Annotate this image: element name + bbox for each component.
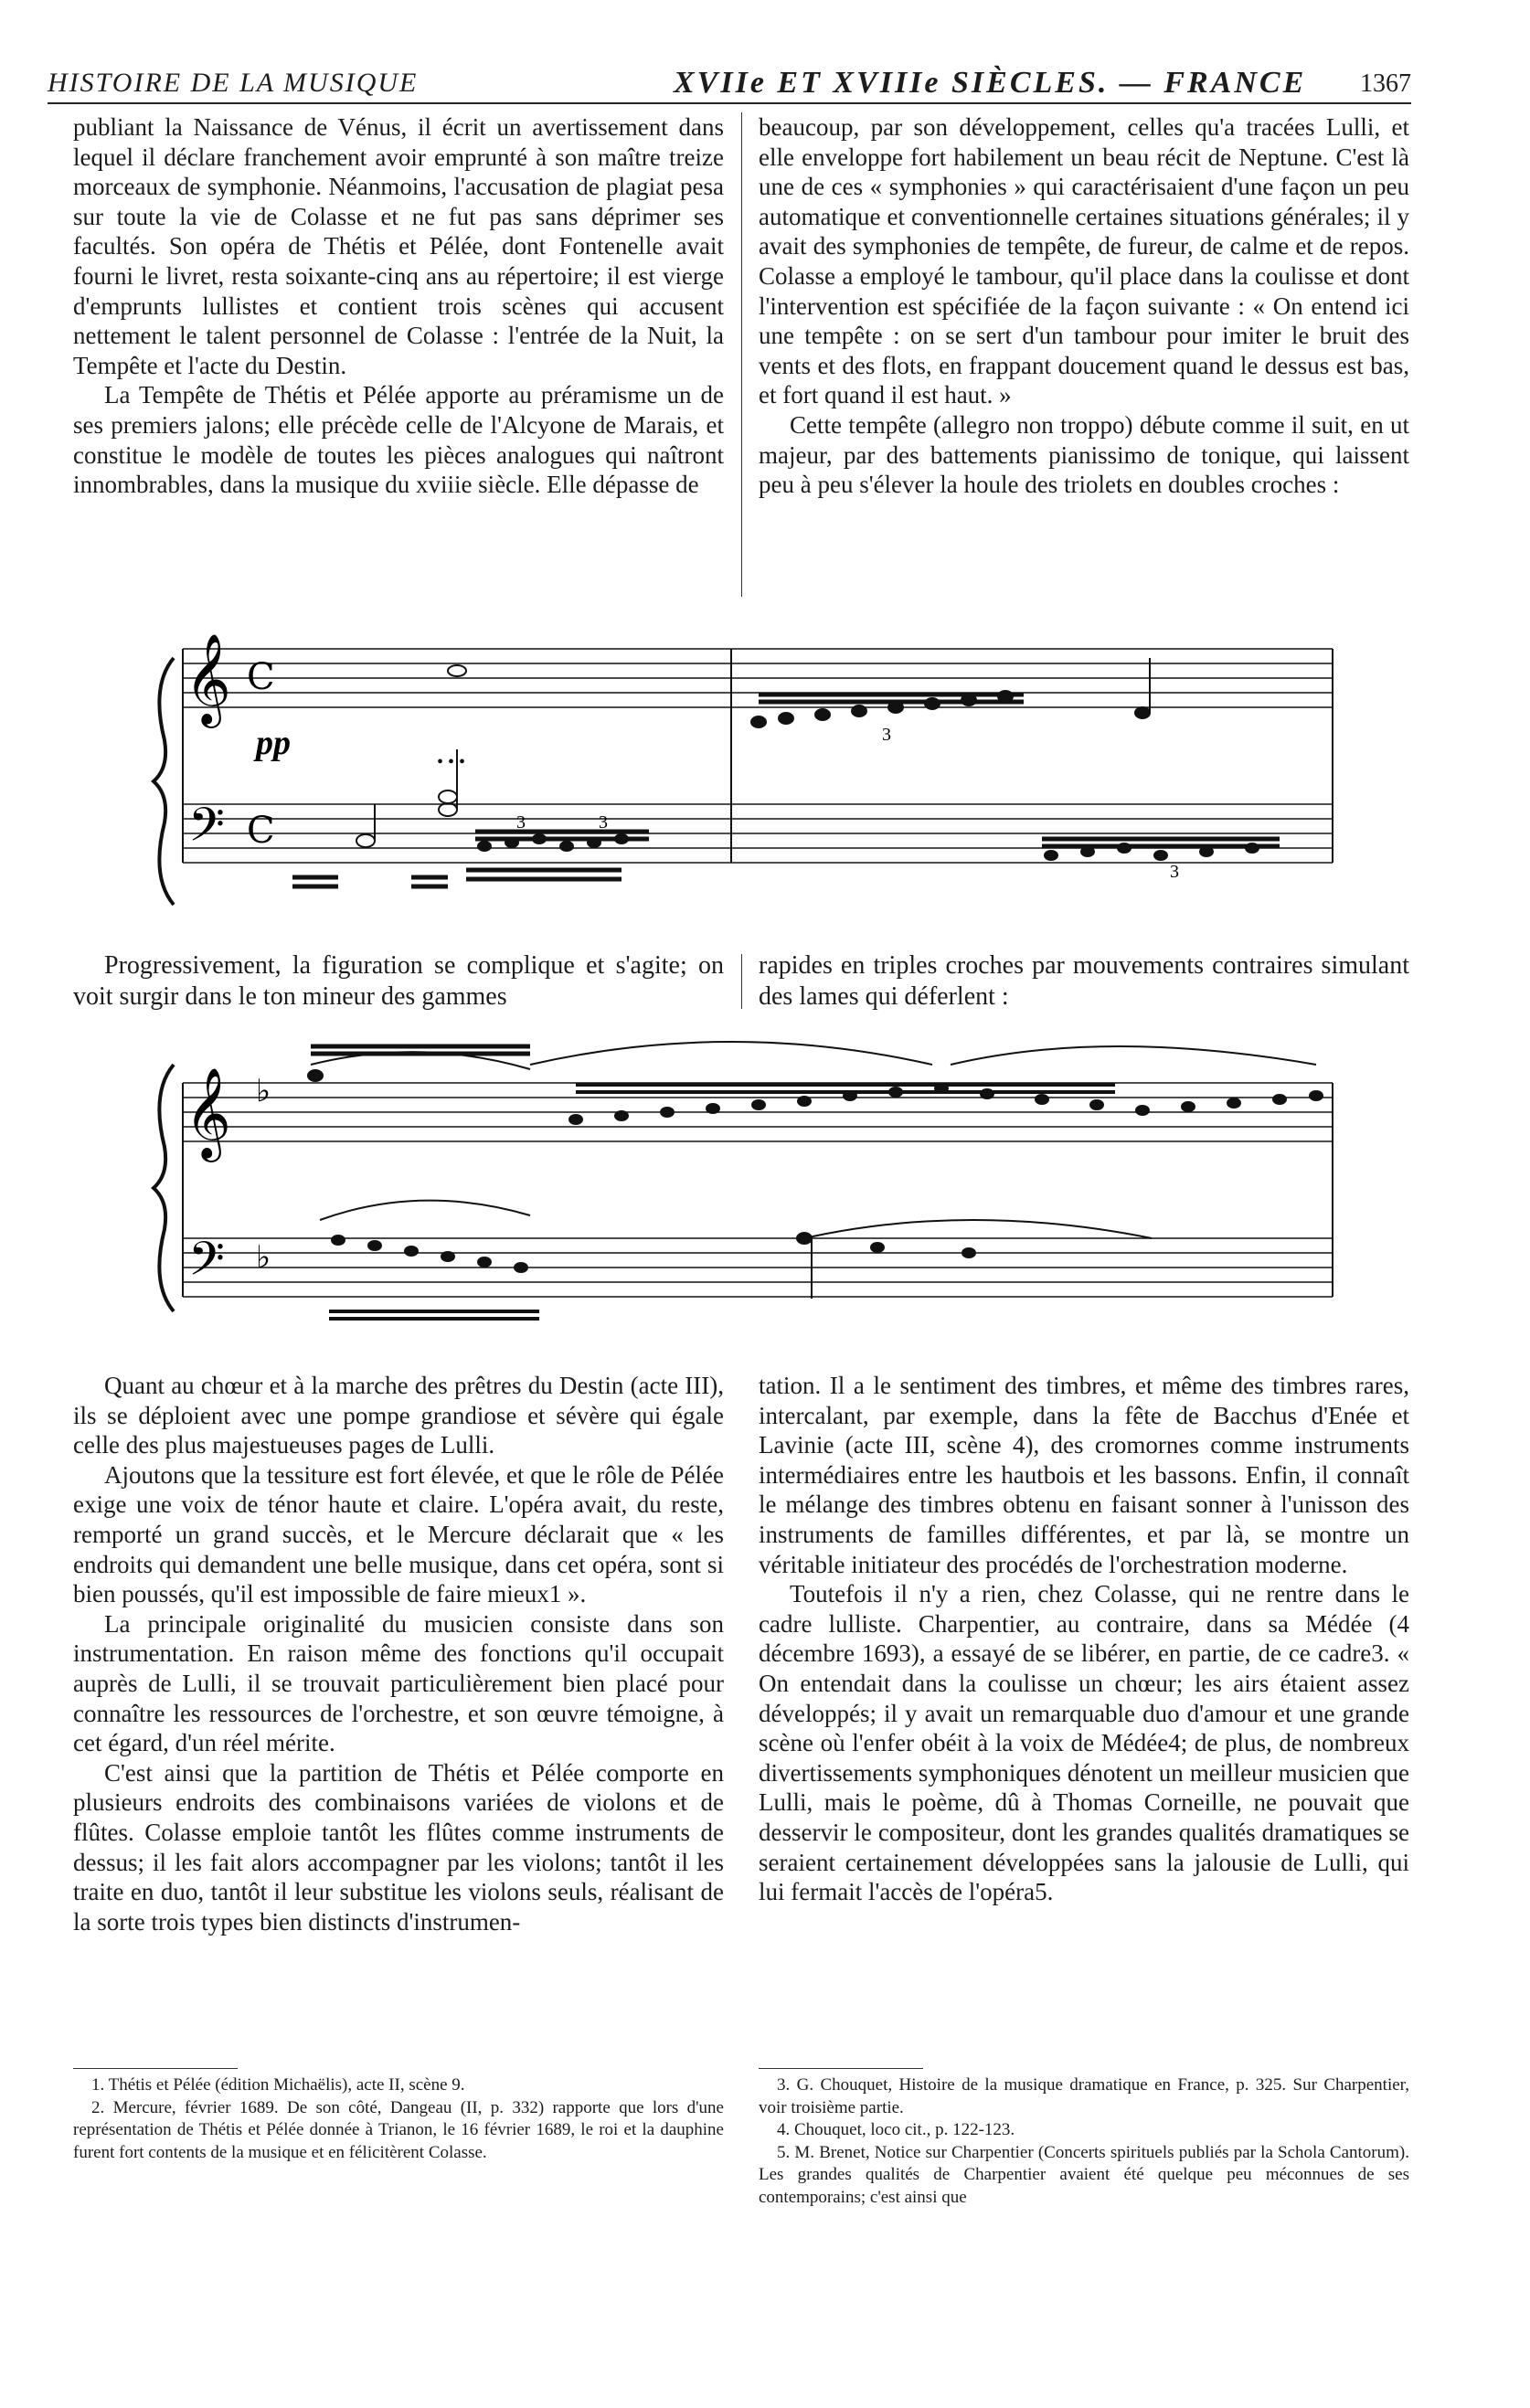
header-section: XVIIe ET XVIIIe SIÈCLES. — FRANCE [674, 66, 1307, 100]
music-score-1 [146, 631, 1334, 932]
bass-clef-icon: 𝄢 [188, 1231, 225, 1298]
time-signature: C [247, 656, 275, 698]
page-number: 1367 [1360, 69, 1411, 98]
brace [154, 658, 174, 905]
footnotes-right [759, 2074, 1409, 2209]
bass-staff [183, 1238, 1333, 1297]
paragraph: tation. Il a le sentiment des timbres, et même des timbres rares, intercalant, par exemple, dans la fête de Bacchus d'Enée et Lavinie (acte III, scène 4), des cromornes comme instruments intermédiaires entre les hautbois et les bassons. Enfin, il connaît le mélange des timbres obtenu en faisant sonner à l'unisson des instruments de familles différentes, et par là, se montre un véritable initiateur des procédés de l'orchestration moderne. [759, 1372, 1409, 1578]
footnote: 2. Mercure, février 1689. De son côté, Dangeau (II, p. 332) rapporte que lors d'une représentation de Thétis et Pélée donnée à Trianon, le 16 février 1689, le roi et la dauphine furent fort contents de la musique et en félicitèrent Colasse. [73, 2097, 724, 2162]
paragraph: Progressivement, la figuration se complique et s'agite; on voit surgir dans le ton mineur des gammes [73, 951, 724, 1011]
treble-clef-icon: 𝄞 [185, 1067, 231, 1159]
middle-left-column [73, 950, 724, 1016]
dynamic-marking: pp [256, 724, 291, 762]
header-title: HISTOIRE DE LA MUSIQUE [48, 68, 419, 98]
notes-scale [308, 1046, 1323, 1319]
paragraph: rapides en triples croches par mouvements contraires simulant des lames qui déferlent : [759, 951, 1409, 1011]
notes-measure-1 [292, 665, 649, 886]
paragraph: Cette tempête (allegro non troppo) débute comme il suit, en ut majeur, par des battements pianissimo de tonique, qui laissent peu à peu s'élever la houle des triolets en doubles croches : [759, 410, 1409, 499]
paragraph: beaucoup, par son développement, celles qu'a tracées Lulli, et elle enveloppe fort habilement un beau récit de Neptune. C'est là une de ces « symphonies » qui caractérisaient d'une façon un peu automatique et conventionnelle certaines situations générales; il y avait des symphonies de tempête, de fureur, de calme et de repos. Colasse a employé le tambour, qu'il place dans la coulisse et dont l'intervention est spécifiée de la façon suivante : « On entend ici une tempête : on se sert d'un tambour pour imiter le bruit des vents et des flots, en frappant doucement quand le dessus est bas, et fort quand il est haut. » [759, 113, 1409, 409]
column-divider [741, 112, 742, 597]
brace [154, 1065, 174, 1311]
footnote-rule [73, 2068, 238, 2069]
running-header [48, 66, 1411, 104]
top-left-column [73, 112, 724, 606]
triplet-mark: 3 [599, 812, 608, 833]
triplet-mark: 3 [882, 725, 891, 745]
bottom-left-column [73, 1371, 724, 2054]
svg-text:• • •: • • • [437, 752, 466, 772]
footnote: 4. Chouquet, loco cit., p. 122-123. [777, 2120, 1015, 2139]
paragraph: La principale originalité du musicien consiste dans son instrumentation. En raison même des fonctions qu'il occupait auprès de Lulli, il se trouvait particulièrement bien placé pour connaître les ressources de l'orchestre, et son œuvre témoigne, à cet égard, d'un réel mérite. [73, 1609, 724, 1757]
footnote-rule [759, 2068, 923, 2069]
treble-clef-icon: 𝄞 [185, 633, 231, 725]
bass-clef-icon: 𝄢 [188, 797, 225, 864]
bottom-right-column [759, 1371, 1409, 2054]
time-signature: C [247, 810, 275, 852]
paragraph: Quant au chœur et à la marche des prêtres du Destin (acte III), ils se déploient avec une pompe grandiose et sévère qui égale celle des plus majestueuses pages de Lulli. [73, 1372, 724, 1459]
column-divider [741, 954, 742, 1009]
paragraph: Ajoutons que la tessiture est fort élevée, et que le rôle de Pélée exige une voix de ténor haute et claire. L'opéra avait, du reste, remporté un grand succès, et le Mercure déclarait que « les endroits qui demandent une belle musique, dans cet opéra, sont si bien poussés, qu'il est impossible de faire mieux1 ». [73, 1460, 724, 1608]
music-score-2 [146, 1028, 1334, 1339]
footnote: 3. G. Chouquet, Histoire de la musique dramatique en France, p. 325. Sur Charpentier, voir troisième partie. [759, 2075, 1409, 2117]
footnotes-left [73, 2074, 724, 2164]
paragraph: C'est ainsi que la partition de Thétis et Pélée comporte en plusieurs endroits des combinaisons variées de violons et de flûtes. Colasse emploie tantôt les flûtes comme instruments de dessus; il les fait alors accompagner par les violons; tantôt il les traite en duo, tantôt il leur substitue les violons seuls, réalisant de la sorte trois types bien distincts d'instrumen- [73, 1758, 724, 1936]
footnote: 5. M. Brenet, Notice sur Charpentier (Concerts spirituels publiés par la Schola Cantorum). Les grandes qualités de Charpentier avaient été quelque peu méconnues de ses contemporains; c'est ainsi que [759, 2142, 1409, 2207]
middle-right-column [759, 950, 1409, 1016]
flat-key-signature: ♭ [256, 1239, 271, 1276]
paragraph: publiant la Naissance de Vénus, il écrit un avertissement dans lequel il déclare franchement avoir emprunté à son maître treize morceaux de symphonie. Néanmoins, l'accusation de plagiat pesa sur toute la vie de Colasse et ne fut pas sans déprimer ses facultés. Son opéra de Thétis et Pélée, dont Fontenelle avait fourni le livret, resta soixante-cinq ans au répertoire; il est vierge d'emprunts lullistes et contient trois scènes qui accusent nettement le talent personnel de Colasse : l'entrée de la Nuit, la Tempête et l'acte du Destin. [73, 113, 724, 379]
top-right-column [759, 112, 1409, 606]
notes-measure-2 [751, 658, 1280, 860]
treble-staff [183, 649, 1333, 707]
paragraph: Toutefois il n'y a rien, chez Colasse, qui ne rentre dans le cadre lulliste. Charpentier, au contraire, dans sa Médée (4 décembre 1693), a essayé de se libérer, en partie, de ce cadre3. « On entendait dans la coulisse un chœur; les airs étaient assez développés; il y avait un remarquable duo d'amour et une grande scène où l'enfer obéit à la voix de Médée4; de plus, de nombreux divertissements symphoniques dénotent un meilleur musicien que Lulli, mais le poème, dû à Thomas Corneille, ne pouvait que desservir le compositeur, dont les grandes qualités dramatiques se seraient certainement développées sans la jalousie de Lulli, qui lui fermait l'accès de l'opéra5. [759, 1580, 1409, 1906]
flat-key-signature: ♭ [256, 1073, 271, 1109]
triplet-mark: 3 [516, 812, 526, 833]
footnote: 1. Thétis et Pélée (édition Michaëlis), acte II, scène 9. [91, 2075, 465, 2095]
triplet-mark: 3 [1170, 862, 1179, 882]
paragraph: La Tempête de Thétis et Pélée apporte au préramisme un de ses premiers jalons; elle précède celle de l'Alcyone de Marais, et constitue le modèle de toutes les pièces analogues qui naîtront innombrables, dans la musique du xviiie siècle. Elle dépasse de [73, 381, 724, 499]
